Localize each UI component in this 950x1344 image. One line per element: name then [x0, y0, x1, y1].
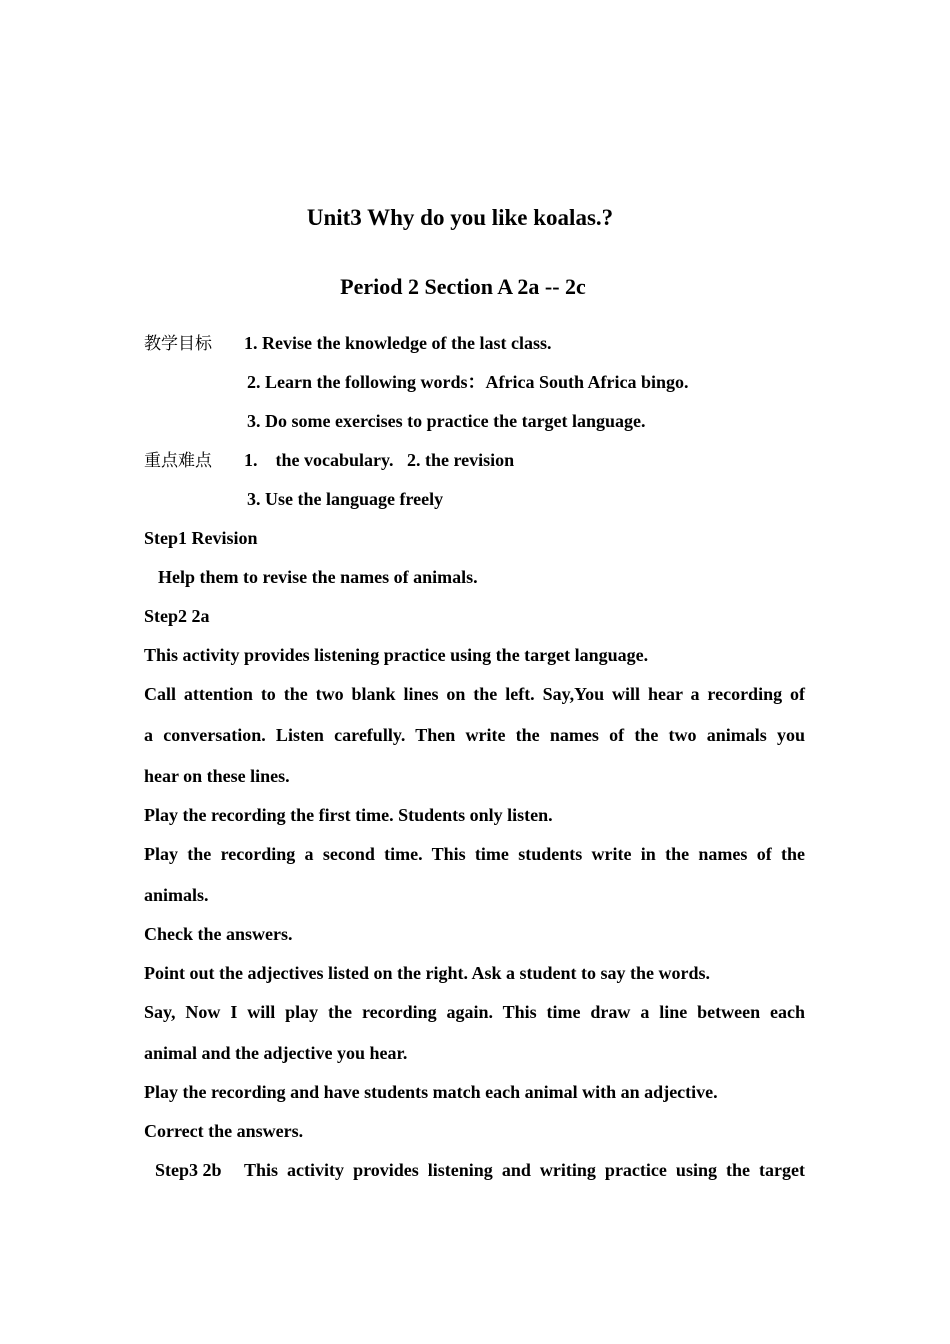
- key-points-line-1: 1. the vocabulary. 2. the revision: [244, 450, 515, 470]
- key-points-label: 重点难点: [144, 451, 212, 471]
- step2-p7: Play the recording and have students match each animal with an adjective.: [144, 1082, 718, 1102]
- step1-heading: Step1 Revision: [144, 528, 258, 548]
- step2-p5: Point out the adjectives listed on the right. Ask a student to say the words.: [144, 963, 711, 983]
- key-points-block: [144, 449, 212, 472]
- objectives-block: [144, 332, 212, 355]
- step2-p6-line1: Say, Now I will play the recording again. This time draw a line between each: [144, 1002, 805, 1022]
- step2-p1-line1: Call attention to the two blank lines on the left. Say,You will hear a recording of: [144, 684, 805, 704]
- objective-item-1: 1. Revise the knowledge of the last class.: [244, 333, 552, 353]
- objective-item-2: 2. Learn the following words：Africa South Africa bingo.: [247, 372, 689, 392]
- step3-text: This activity provides listening and writing practice using the target: [244, 1160, 805, 1180]
- step2-p6-line2: animal and the adjective you hear.: [144, 1043, 408, 1063]
- step2-p1-line3: hear on these lines.: [144, 766, 290, 786]
- step2-intro: This activity provides listening practice using the target language.: [144, 645, 649, 665]
- step3-heading: Step3 2b: [155, 1160, 222, 1180]
- document-subtitle: Period 2 Section A 2a -- 2c: [340, 274, 586, 299]
- objective-item-3: 3. Do some exercises to practice the target language.: [247, 411, 646, 431]
- step2-p1-line2: a conversation. Listen carefully. Then write the names of the two animals you: [144, 725, 805, 745]
- step2-p8: Correct the answers.: [144, 1121, 304, 1141]
- step2-p3-line2: animals.: [144, 885, 209, 905]
- objectives-label: 教学目标: [144, 334, 212, 354]
- step2-p2: Play the recording the first time. Students only listen.: [144, 805, 553, 825]
- step1-text: Help them to revise the names of animals.: [158, 567, 478, 587]
- step2-p4: Check the answers.: [144, 924, 293, 944]
- step2-heading: Step2 2a: [144, 606, 210, 626]
- step2-p3-line1: Play the recording a second time. This time students write in the names of the: [144, 844, 805, 864]
- key-points-line-2: 3. Use the language freely: [247, 489, 444, 509]
- document-title: Unit3 Why do you like koalas.?: [306, 205, 614, 230]
